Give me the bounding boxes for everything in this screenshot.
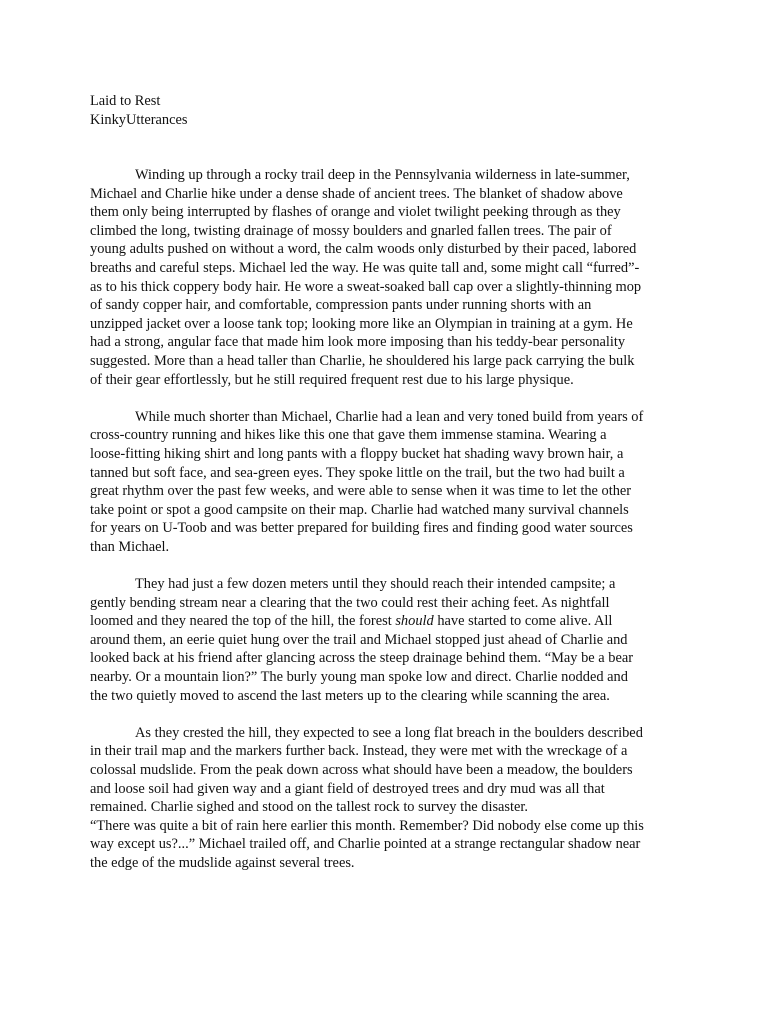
story-author: KinkyUtterances (90, 111, 188, 128)
text-line: Michael and Charlie hike under a dense shade of ancient trees. The blanket of shadow above (90, 185, 623, 202)
text-line: for years on U-Toob and was better prepared for building fires and finding good water sources (90, 520, 633, 537)
text-line: the edge of the mudslide against several trees. (90, 854, 355, 871)
text-line (45, 612, 680, 631)
text-line: tanned but soft face, and sea-green eyes. They spoke little on the trail, but the two had built a (90, 464, 625, 481)
text-line: in their trail map and the markers further back. Instead, they were met with the wreckage of a (90, 743, 628, 760)
text-line: great rhythm over the past few weeks, and were able to sense when it was time to let the other (90, 483, 632, 500)
text-line: colossal mudslide. From the peak down across what should have been a meadow, the boulders (90, 762, 633, 778)
text-line: As they crested the hill, they expected to see a long flat breach in the boulders described (135, 724, 643, 741)
text-line: loose-fitting hiking shirt and long pants with a floppy bucket hat shading wavy brown hair, a (90, 445, 624, 462)
text-line: nearby. Or a mountain lion?” The burly young man spoke low and direct. Charlie nodded and (90, 669, 628, 686)
paragraph-1 (90, 166, 680, 389)
text-line: the two quietly moved to ascend the last meters up to the clearing while scanning the area. (90, 687, 610, 704)
paragraph-4 (90, 724, 680, 817)
text-line: They had just a few dozen meters until they should reach their intended campsite; a (135, 576, 616, 593)
text-line: remained. Charlie sighed and stood on the tallest rock to survey the disaster. (90, 799, 529, 816)
text-line: breaths and careful steps. Michael led the way. He was quite tall and, some might call “furred”- (90, 259, 640, 276)
text-line: climbed the long, twisting drainage of mossy boulders and gnarled fallen trees. The pair of (90, 222, 612, 239)
story-title: Laid to Rest (90, 93, 161, 109)
text-line: of their gear effortlessly, but he still required frequent rest due to his large physique. (90, 371, 574, 388)
story-body (90, 166, 680, 873)
text-line: had a strong, angular face that made him look more imposing than his teddy-bear personality (90, 334, 626, 351)
text-fragment: have started to come alive. All (437, 613, 613, 630)
text-line: looked back at his friend after glancing across the steep drainage behind them. “May be a bear (90, 650, 634, 667)
text-line: as to his thick coppery body hair. He wore a sweat-soaked ball cap over a slightly-thinning mop (90, 278, 642, 295)
paragraph-5 (90, 817, 680, 873)
text-line: While much shorter than Michael, Charlie had a lean and very toned build from years of (135, 408, 644, 425)
paragraph-2 (90, 408, 680, 557)
text-line: and loose soil had given way and a giant field of destroyed trees and dry mud was all that (90, 780, 605, 797)
text-line: way except us?...” Michael trailed off, and Charlie pointed at a strange rectangular shadow near (90, 836, 641, 853)
text-line: gently bending stream near a clearing that the two could rest their aching feet. As nightfall (90, 594, 610, 611)
text-line: than Michael. (90, 538, 170, 555)
paragraph-3 (90, 575, 680, 705)
text-line: young adults pushed on without a word, the calm woods only disturbed by their paced, labored (90, 241, 637, 258)
text-fragment: loomed and they neared the top of the hill, the forest (90, 613, 392, 630)
text-line: unzipped jacket over a loose tank top; looking more like an Olympian in training at a gym. He (90, 315, 633, 332)
text-line: “There was quite a bit of rain here earlier this month. Remember? Did nobody else come up this (90, 817, 644, 834)
emphasized-word: should (395, 613, 434, 630)
text-line: cross-country running and hikes like this one that gave them immense stamina. Wearing a (90, 427, 607, 444)
text-line: suggested. More than a head taller than Charlie, he shouldered his large pack carrying the bulk (90, 352, 635, 369)
text-line: Winding up through a rocky trail deep in the Pennsylvania wilderness in late-summer, (135, 167, 630, 183)
text-line: around them, an eerie quiet hung over the trail and Michael stopped just ahead of Charlie and (90, 631, 628, 648)
document-header (90, 92, 690, 129)
text-line: of sandy copper hair, and comfortable, compression pants under running shorts with an (90, 297, 592, 314)
text-line: take point or spot a good campsite on their map. Charlie had watched many survival channels (90, 501, 629, 518)
text-line: them only being interrupted by flashes of orange and violet twilight peeking through as they (90, 204, 621, 221)
